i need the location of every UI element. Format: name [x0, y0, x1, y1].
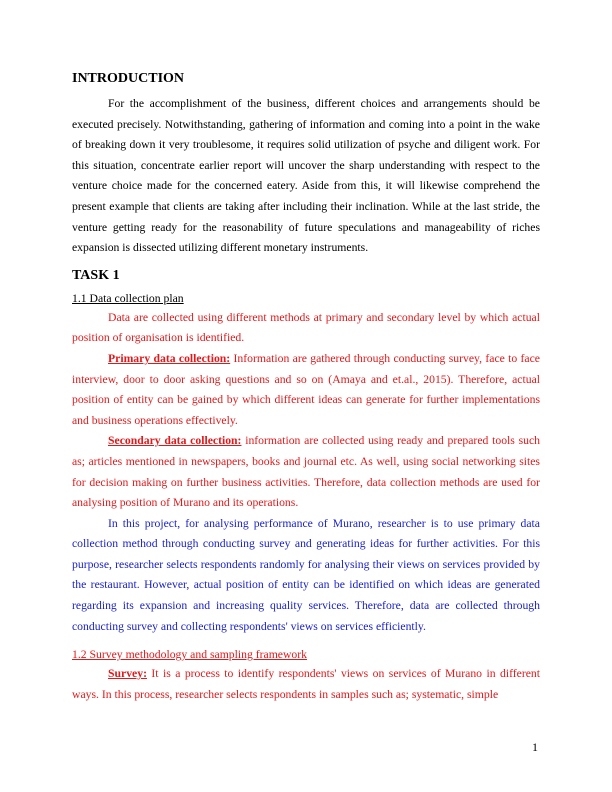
- secondary-data-label: Secondary data collection:: [108, 434, 242, 448]
- task1-heading: TASK 1: [72, 267, 120, 283]
- secondary-data-paragraph: [72, 431, 540, 513]
- section-1-2-title: 1.2 Survey methodology and sampling framework: [72, 648, 308, 662]
- primary-data-text: Information are gathered through conducting survey, face to face interview, door to door asking questions and so on (Amaya and et.al., 2015). Therefore, actual position of entity can be gained by which different ideas can generate for further implementations and business operations effectively.: [72, 351, 540, 427]
- project-paragraph: In this project, for analysing performance of Murano, researcher is to use primary data collection method through conducting survey and generating ideas for further activities. For this purpose, researcher selects respondents randomly for analysing their views on services provided by the restaurant. However, actual position of entity can be identified on which ideas are generated regarding its expansion and increasing quality services. Therefore, data are collected through conducting survey and collecting respondents' views on services efficiently.: [72, 516, 540, 633]
- intro-heading: INTRODUCTION: [72, 71, 185, 86]
- survey-label: Survey:: [108, 667, 147, 681]
- intro-paragraph: For the accomplishment of the business, different choices and arrangements should be executed precisely. Notwithstanding, gathering of information and coming into a point in the wake of breaking down it very troublesome, it requires solid utilization of psyche and diligent work. For this situation, concentrate earlier report will uncover the sharp understanding with respect to the venture choice made for the concerned eatery. Aside from this, it will likewise comprehend the present example that clients are taking after including their inclination. While at the last stride, the venture getting ready for the reasonability of future speculations and manageability of riches expansion is dissected utilizing different monetary instruments.: [72, 97, 540, 255]
- primary-data-paragraph: [72, 349, 540, 431]
- section-1-1-title: 1.1 Data collection plan: [72, 291, 184, 305]
- document-page: [72, 70, 540, 705]
- survey-text: It is a process to identify respondents' views on services of Murano in different ways. In this process, researcher selects respondents in samples such as; systematic, simple: [72, 667, 540, 701]
- page-number: 1: [532, 740, 538, 754]
- survey-paragraph: [72, 664, 540, 705]
- primary-data-label: Primary data collection:: [108, 351, 231, 365]
- secondary-data-text: information are collected using ready and prepared tools such as; articles mentioned in newspapers, books and journal etc. As well, using social networking sites for decision making on further business activities. Therefore, data collection methods are used for analysing position of Murano and its operations.: [72, 434, 541, 510]
- data-collection-intro: Data are collected using different methods at primary and secondary level by which actual position of organisation is identified.: [72, 310, 540, 345]
